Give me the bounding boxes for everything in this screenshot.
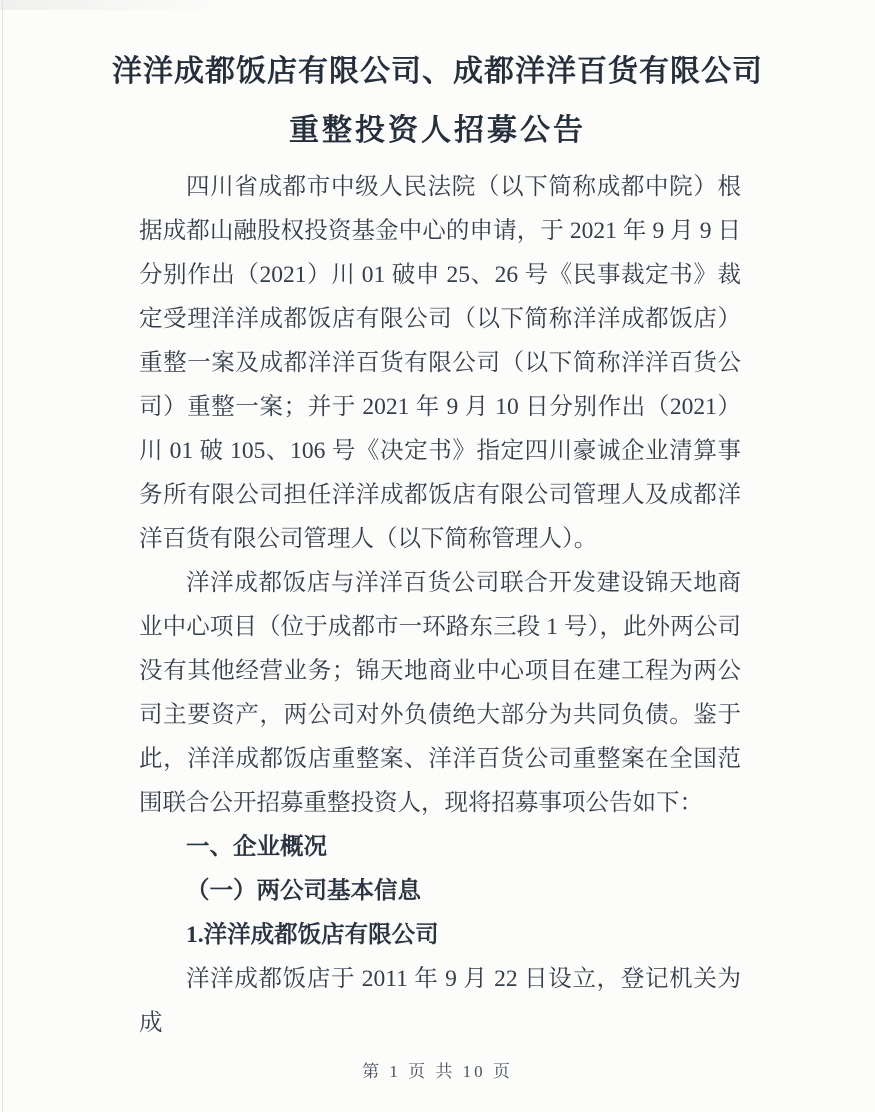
document-title bbox=[70, 42, 805, 160]
body-paragraph: 洋洋成都饭店于 2011 年 9 月 22 日设立，登记机关为成 bbox=[139, 966, 741, 1036]
page-number-indicator: 第 1 页 共 10 页 bbox=[362, 1062, 513, 1081]
section-heading: （一）两公司基本信息 bbox=[186, 878, 421, 904]
scan-artifact-top-shade bbox=[0, 0, 230, 10]
body-paragraph: 四川省成都市中级人民法院（以下简称成都中院）根据成都山融股权投资基金中心的申请，于 2021 年 9 月 9 日分别作出（2021）川 01 破申 25、26 号《民事裁定书》裁定受理洋洋成都饭店有限公司（以下简称洋洋成都饭店）重整一案及成都洋洋百货有限公司（以下简称洋洋百货公司）重整一案；并于 2021 年 9 月 10 日分别作出（2021）川 01 破 105、106 号《决定书》指定四川豪诚企业清算事务所有限公司担任洋洋成都饭店有限公司管理人及成都洋洋百货有限公司管理人（以下简称管理人）。 bbox=[139, 174, 741, 552]
document-title-line-2: 重整投资人招募公告 bbox=[289, 114, 586, 147]
page-footer bbox=[0, 1057, 875, 1082]
section-heading: 一、企业概况 bbox=[186, 834, 327, 860]
document-title-line-1: 洋洋成都饭店有限公司、成都洋洋百货有限公司 bbox=[112, 55, 763, 88]
section-heading: 1.洋洋成都饭店有限公司 bbox=[186, 922, 439, 948]
document-body bbox=[139, 165, 741, 1045]
body-paragraph: 洋洋成都饭店与洋洋百货公司联合开发建设锦天地商业中心项目（位于成都市一环路东三段 1 号），此外两公司没有其他经营业务；锦天地商业中心项目在建工程为两公司主要资产，两公司对外负债绝大部分为共同负债。鉴于此，洋洋成都饭店重整案、洋洋百货公司重整案在全国范围联合公开招募重整投资人，现将招募事项公告如下： bbox=[139, 570, 741, 816]
scan-artifact-left-edge bbox=[2, 0, 3, 1112]
